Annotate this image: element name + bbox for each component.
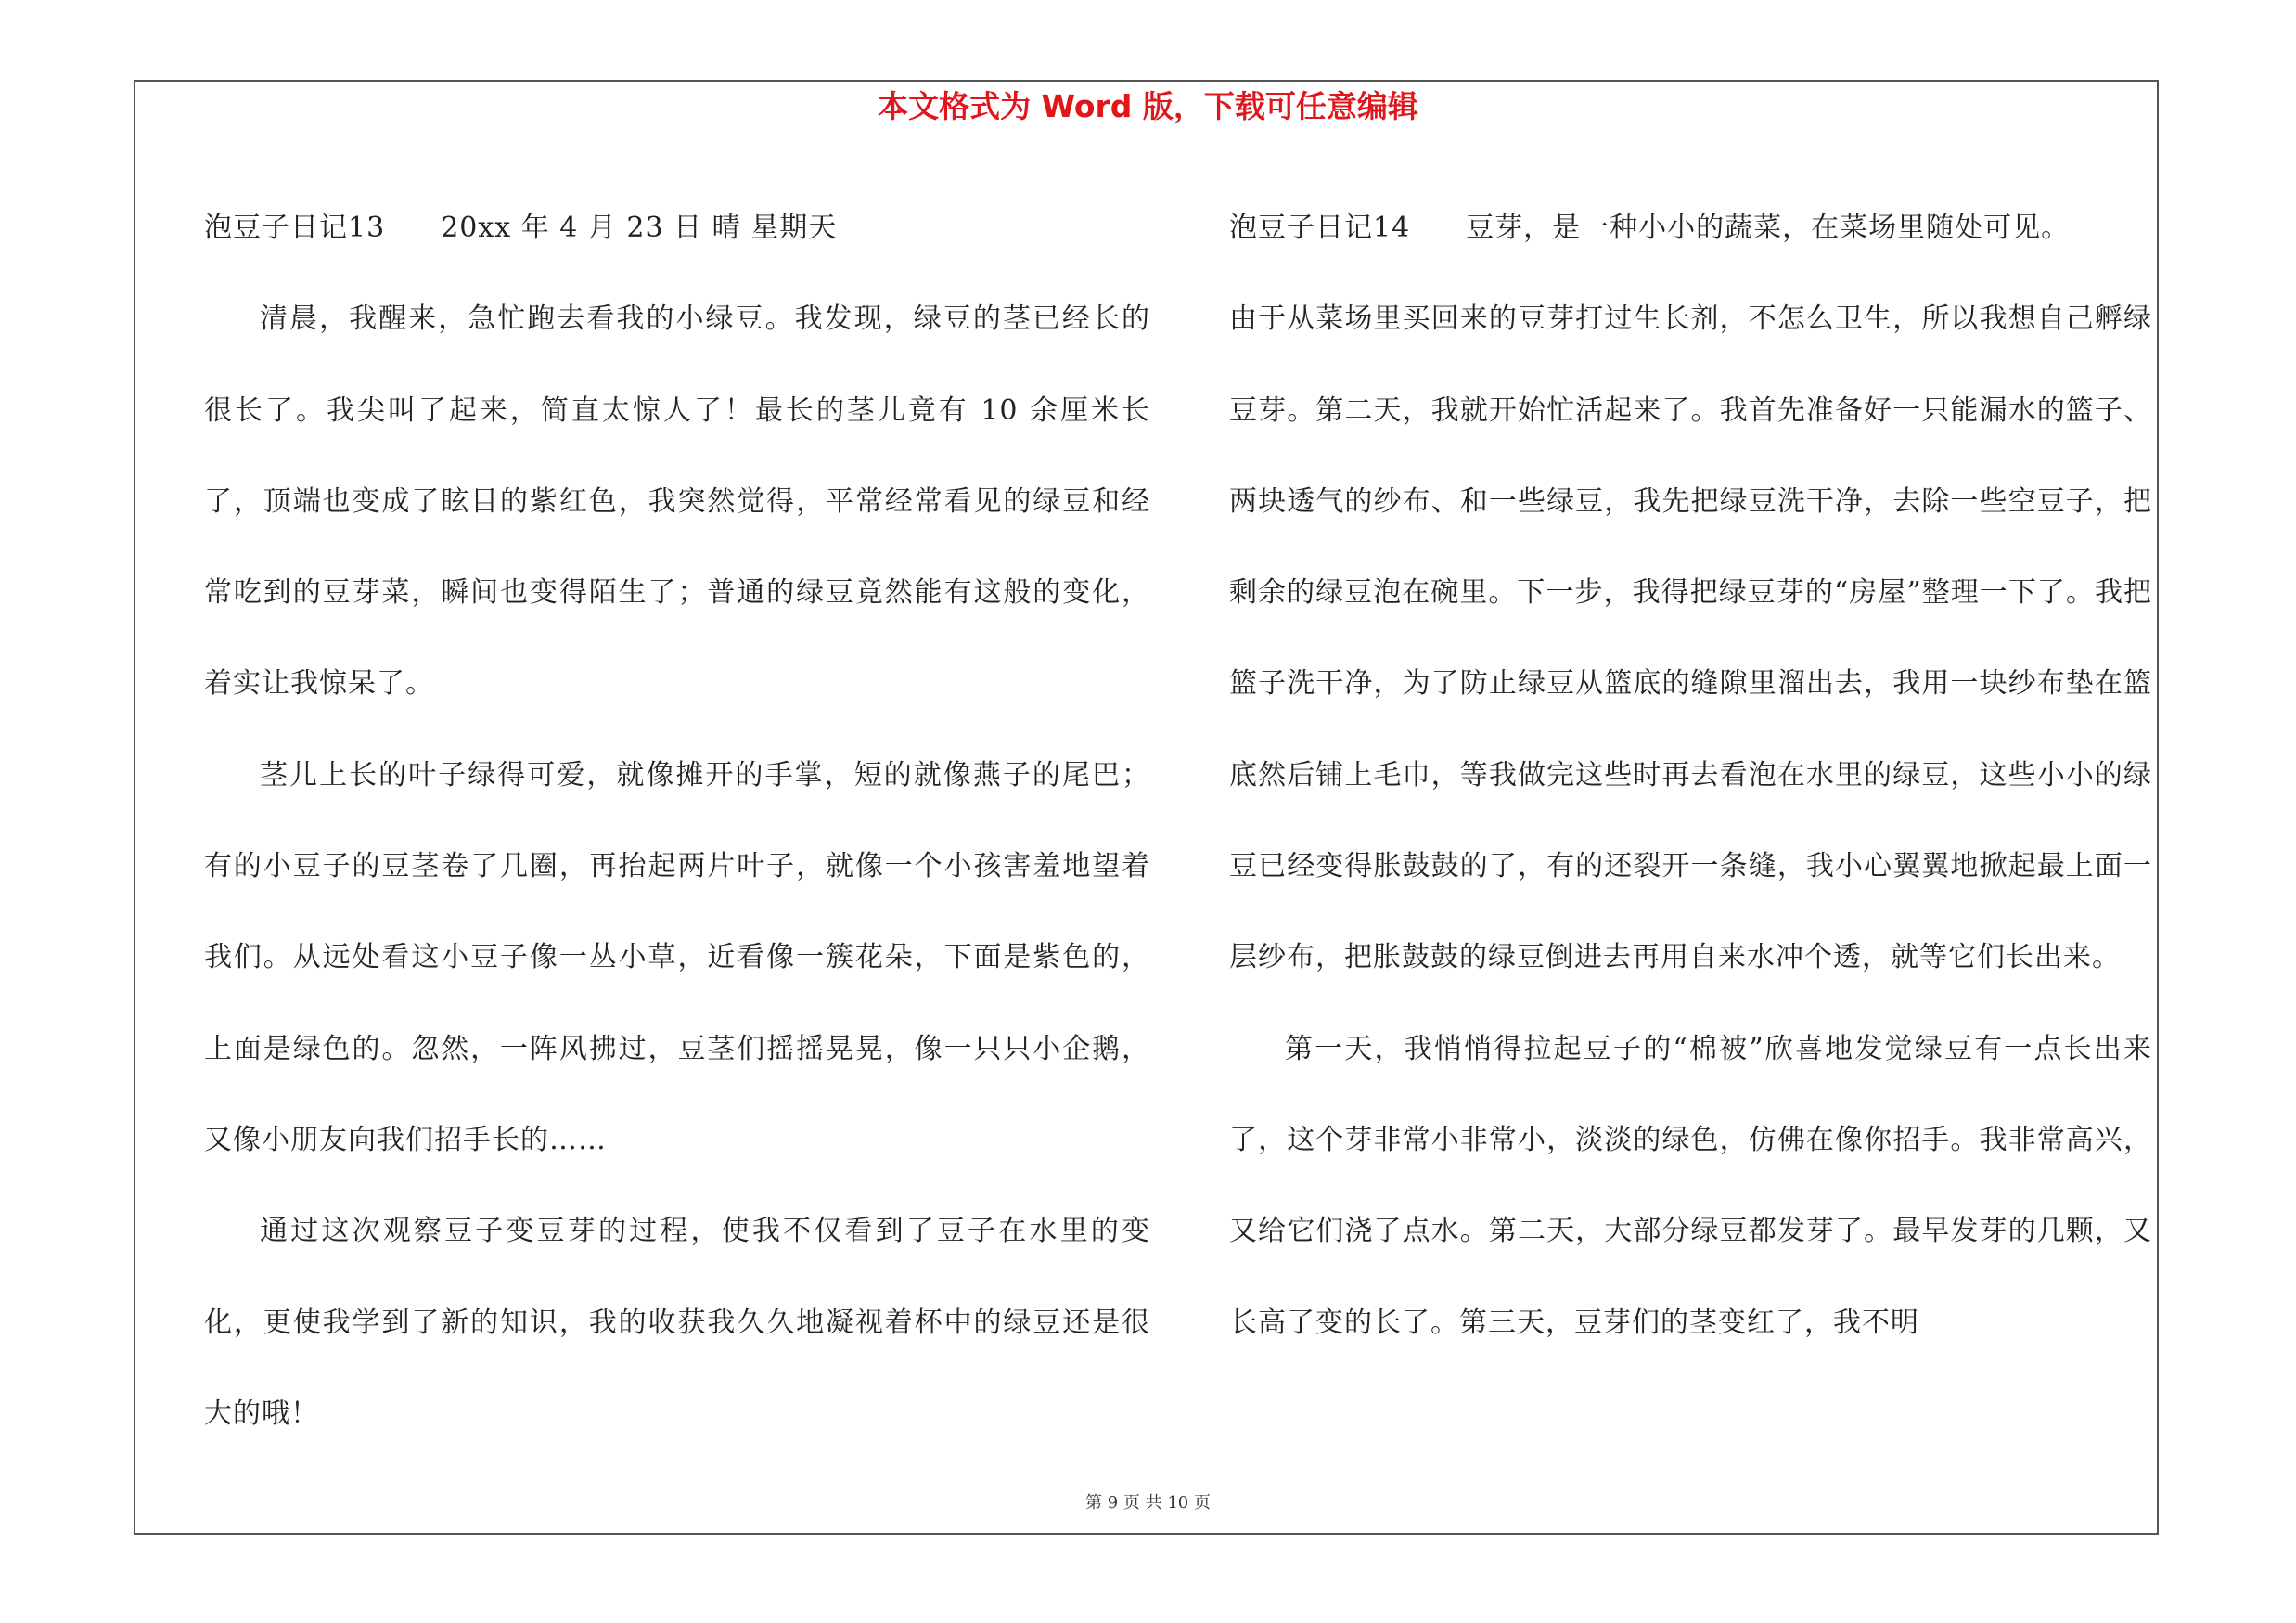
diary-13-paragraph-3: 通过这次观察豆子变豆芽的过程，使我不仅看到了豆子在水里的变化，更使我学到了新的知识，我的收获我久久地凝视着杯中的绿豆还是很大的哦！ [204, 1215, 1150, 1430]
diary-14-intro: 豆芽，是一种小小的蔬菜，在菜场里随处可见。 [1466, 212, 2071, 244]
page-number: 第 9 页 共 10 页 [1085, 1493, 1211, 1513]
diary-14-heading [1229, 183, 2152, 274]
word-format-banner: 本文格式为 Word 版，下载可任意编辑 [878, 88, 1418, 124]
diary-13-heading [204, 183, 1150, 274]
left-column [204, 183, 1150, 1460]
diary-14-paragraph-1: 由于从菜场里买回来的豆芽打过生长剂，不怎么卫生，所以我想自己孵绿豆芽。第二天，我就开始忙活起来了。我首先准备好一只能漏水的篮子、两块透气的纱布、和一些绿豆，我先把绿豆洗干净，去除一些空豆子，把剩余的绿豆泡在碗里。下一步，我得把绿豆芽的“房屋”整理一下了。我把篮子洗干净，为了防止绿豆从篮底的缝隙里溜出去，我用一块纱布垫在篮底然后铺上毛巾，等我做完这些时再去看泡在水里的绿豆，这些小小的绿豆已经变得胀鼓鼓的了，有的还裂开一条缝，我小心翼翼地掀起最上面一层纱布，把胀鼓鼓的绿豆倒进去再用自来水冲个透，就等它们长出来。 [1229, 303, 2152, 974]
diary-14-title: 泡豆子日记14 [1229, 212, 1411, 244]
diary-13-title: 泡豆子日记13 [204, 212, 386, 244]
right-column [1229, 183, 2152, 1369]
diary-14-paragraph-2: 第一天，我悄悄得拉起豆子的“棉被”欣喜地发觉绿豆有一点长出来了，这个芽非常小非常小，淡淡的绿色，仿佛在像你招手。我非常高兴，又给它们浇了点水。第二天，大部分绿豆都发芽了。最早发芽的几颗，又长高了变的长了。第三天，豆芽们的茎变红了，我不明 [1229, 1032, 2152, 1339]
diary-13-date: 20xx 年 4 月 23 日 晴 星期天 [441, 212, 838, 244]
diary-13-paragraph-1: 清晨，我醒来，急忙跑去看我的小绿豆。我发现，绿豆的茎已经长的很长了。我尖叫了起来，简直太惊人了！最长的茎儿竟有 10 余厘米长了，顶端也变成了眩目的紫红色，我突然觉得，平常经常看见的绿豆和经常吃到的豆芽菜，瞬间也变得陌生了；普通的绿豆竟然能有这般的变化，着实让我惊呆了。 [204, 303, 1150, 701]
diary-13-paragraph-2: 茎儿上长的叶子绿得可爱，就像摊开的手掌，短的就像燕子的尾巴；有的小豆子的豆茎卷了几圈，再抬起两片叶子，就像一个小孩害羞地望着我们。从远处看这小豆子像一丛小草，近看像一簇花朵，下面是紫色的，上面是绿色的。忽然，一阵风拂过，豆茎们摇摇晃晃，像一只只小企鹅，又像小朋友向我们招手长的…… [204, 758, 1150, 1156]
